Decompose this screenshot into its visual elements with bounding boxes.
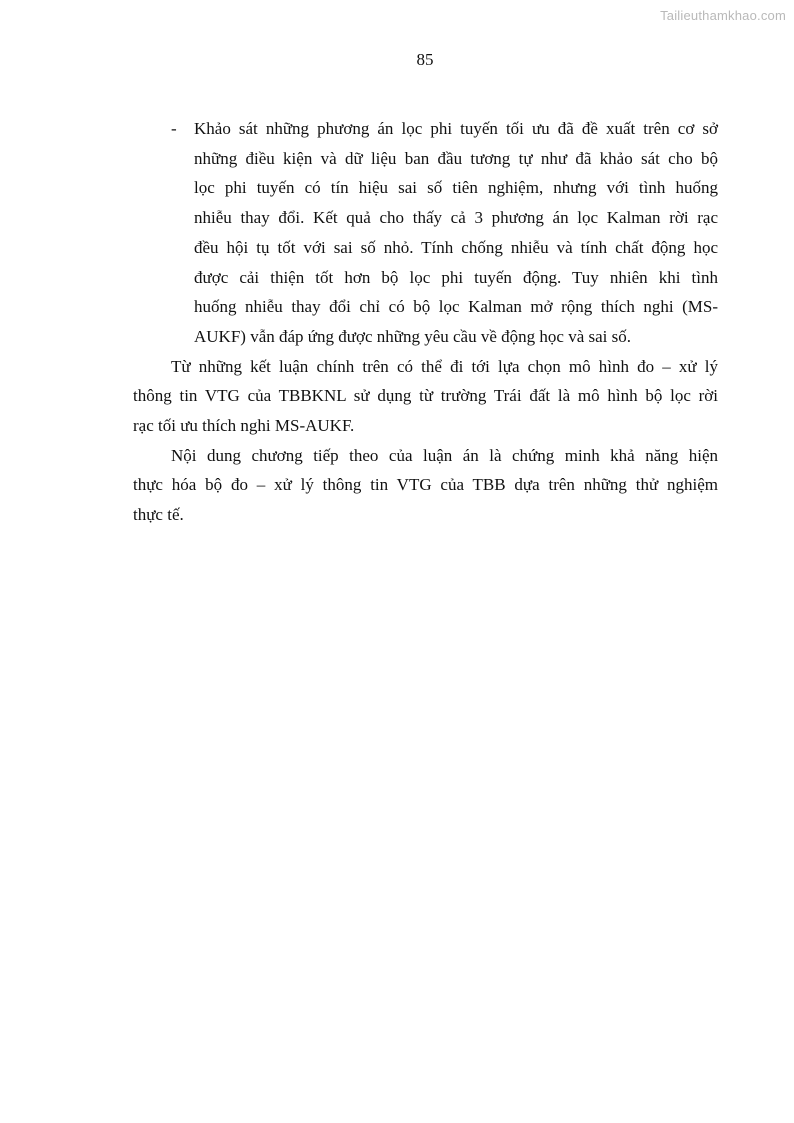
paragraph-line: thực tế.	[133, 505, 184, 525]
bullet-line: nhiễu thay đổi. Kết quả cho thấy cả 3 phương án lọc Kalman rời rạc	[194, 208, 718, 228]
page-content	[133, 114, 718, 530]
bullet-line: lọc phi tuyến có tín hiệu sai số tiên nghiệm, nhưng với tình huống	[194, 178, 718, 198]
bullet-line: được cải thiện tốt hơn bộ lọc phi tuyến động. Tuy nhiên khi tình	[194, 267, 718, 287]
watermark: Tailieuthamkhao.com	[660, 8, 786, 23]
page-number: 85	[416, 50, 434, 69]
paragraph-line: Nội dung chương tiếp theo của luận án là chứng minh khả năng hiện	[171, 445, 718, 465]
bullet-item	[133, 114, 718, 352]
paragraph-line: thông tin VTG của TBBKNL sử dụng từ trường Trái đất là mô hình bộ lọc rời	[133, 386, 718, 406]
bullet-line: Khảo sát những phương án lọc phi tuyến tối ưu đã đề xuất trên cơ sở	[194, 119, 718, 138]
bullet-marker: -	[171, 119, 177, 138]
bullet-line: AUKF) vẫn đáp ứng được những yêu cầu về động học và sai số.	[194, 326, 631, 346]
paragraph-line: thực hóa bộ đo – xử lý thông tin VTG của TBB dựa trên những thử nghiệm	[133, 475, 718, 495]
bullet-line: những điều kiện và dữ liệu ban đầu tương tự như đã khảo sát cho bộ	[194, 148, 718, 168]
conclusion-paragraph	[133, 352, 718, 441]
next-chapter-paragraph	[133, 441, 718, 530]
bullet-line: huống nhiễu thay đổi chỉ có bộ lọc Kalman mở rộng thích nghi (MS-	[194, 297, 718, 317]
bullet-line: đều hội tụ tốt với sai số nhỏ. Tính chống nhiễu và tính chất động học	[194, 237, 718, 257]
paragraph-line: rạc tối ưu thích nghi MS-AUKF.	[133, 416, 355, 436]
paragraph-line: Từ những kết luận chính trên có thể đi tới lựa chọn mô hình đo – xử lý	[171, 356, 718, 376]
